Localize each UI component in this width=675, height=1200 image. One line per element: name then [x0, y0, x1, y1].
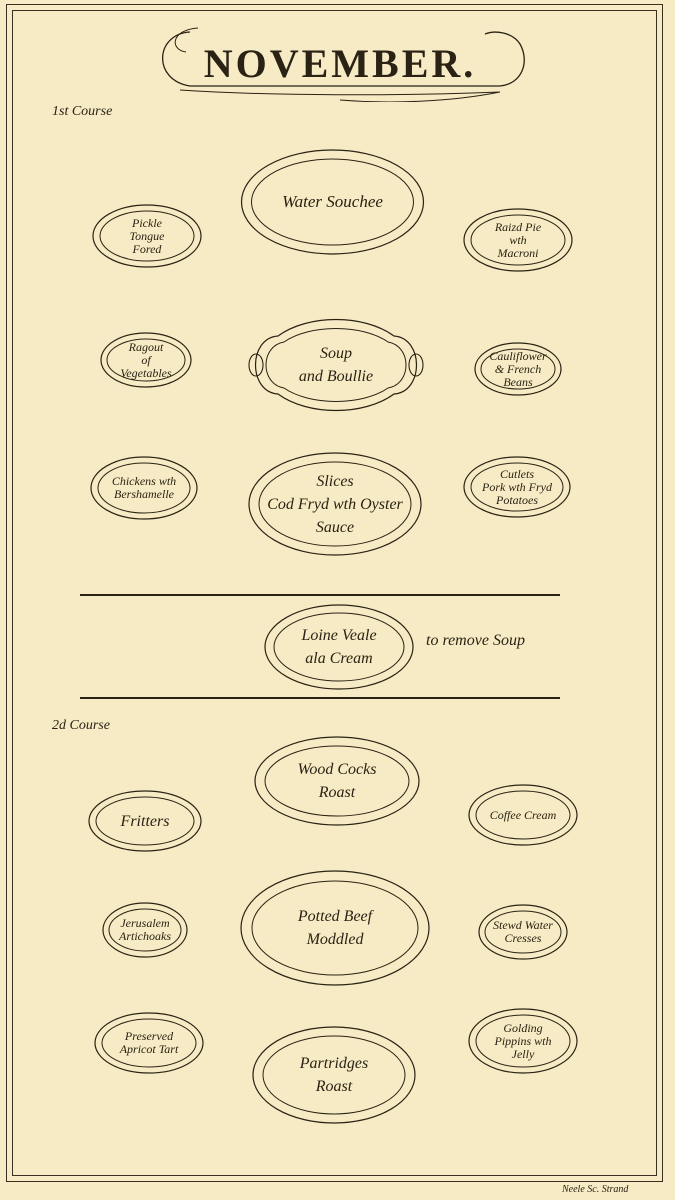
dish-potted-beef	[240, 870, 430, 986]
dish-label: Pickle Tongue Fored	[129, 215, 165, 256]
dish-label: Loine Veale ala Cream	[301, 627, 377, 667]
dish-label: Chickens wth Bershamelle	[111, 474, 177, 501]
divider-top	[80, 594, 560, 596]
dish-label: Raizd Pie wth Macroni	[494, 219, 542, 260]
dish-stewd-cresses	[478, 904, 568, 960]
page-title: NOVEMBER.	[203, 41, 477, 86]
remove-note: to remove Soup	[426, 632, 525, 649]
dish-golding-pippins	[468, 1008, 578, 1074]
dish-chickens	[90, 456, 198, 520]
dish-jerusalem	[102, 902, 188, 958]
engraver-credit: Neele Sc. Strand	[562, 1184, 629, 1195]
dish-label: Wood Cocks Roast	[297, 761, 377, 801]
dish-cutlets	[463, 456, 571, 518]
dish-label: Potted Beef Moddled	[297, 908, 373, 948]
dish-label: Stewd Water Cresses	[493, 918, 553, 945]
dish-cod	[248, 452, 422, 556]
dish-label: Ragout of Vegetables	[120, 339, 172, 380]
second-course-label: 2d Course	[52, 718, 110, 733]
dish-fritters	[88, 790, 202, 852]
dish-label: Water Souchee	[282, 192, 383, 211]
dish-apricot-tart	[94, 1012, 204, 1074]
title-cartouche	[150, 22, 530, 102]
dish-label: Slices Cod Fryd wth Oyster Sauce	[267, 472, 403, 536]
dish-water-souchee	[240, 148, 425, 256]
dish-cauliflower	[474, 342, 562, 396]
dish-label: Cauliflower & French Beans	[489, 348, 547, 389]
dish-partridges	[252, 1026, 416, 1124]
dish-label: Coffee Cream	[489, 807, 557, 822]
dish-loine-veale	[264, 604, 414, 690]
first-course-label: 1st Course	[52, 104, 113, 119]
dish-label: Jerusalem Artichoaks	[119, 916, 171, 943]
dish-pickle-tongue	[92, 204, 202, 268]
dish-label: Soup and Boullie	[298, 345, 374, 385]
dish-raizd-pie	[463, 208, 573, 272]
dish-label: Cutlets Pork wth Fryd Potatoes	[482, 466, 552, 507]
dish-soup-boullie	[248, 318, 424, 412]
dish-coffee-cream	[468, 784, 578, 846]
dish-wood-cocks	[254, 736, 420, 826]
dish-label: Fritters	[120, 812, 170, 830]
dish-label: Preserved Apricot Tart	[119, 1029, 179, 1056]
dish-label: Golding Pippins wth Jelly	[494, 1020, 552, 1061]
dish-ragout	[100, 332, 192, 388]
dish-label: Partridges Roast	[299, 1055, 369, 1095]
divider-bottom	[80, 697, 560, 699]
